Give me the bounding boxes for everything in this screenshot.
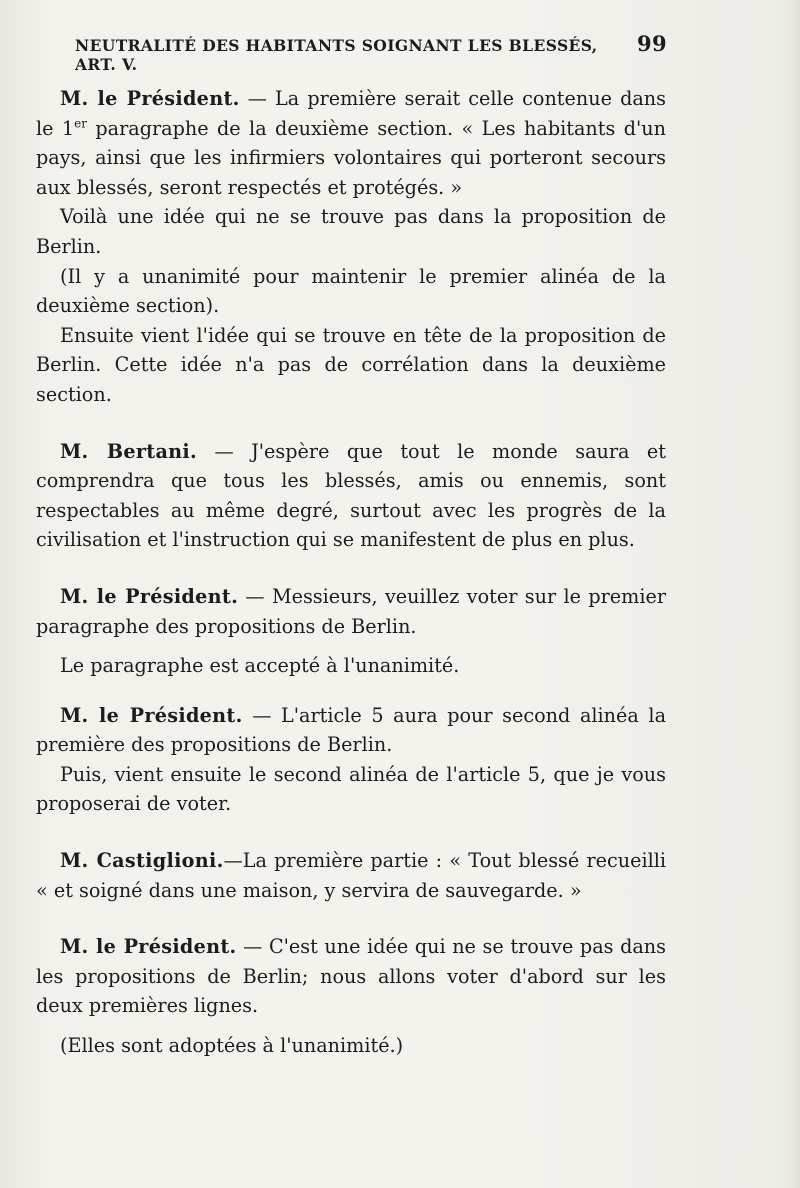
spacer xyxy=(36,691,666,701)
dash-separator: — xyxy=(238,584,272,608)
speaker-name: M. Bertani. xyxy=(60,439,197,463)
dash-separator: — xyxy=(197,439,252,463)
paragraph-text: J'espère que tout le monde saura et comprendra que tous les blessés, amis ou ennemis, sont respectables au même degré, surtout avec les progrès de la civilisation et l'instruction qui se manifestent de plus en plus. xyxy=(36,439,666,552)
dash-separator: — xyxy=(242,703,282,727)
paragraph: Puis, vient ensuite le second alinéa de l'article 5, que je vous proposerai de voter. xyxy=(36,762,666,816)
paragraph xyxy=(36,84,666,202)
paragraph-text: La première partie : « Tout blessé recueilli « et soigné dans une maison, y servira de sauvegarde. » xyxy=(36,849,666,902)
spacer xyxy=(36,905,666,932)
spacer xyxy=(36,1021,666,1031)
spacer xyxy=(36,555,666,582)
paragraph: (Elles sont adoptées à l'unanimité.) xyxy=(60,1034,404,1058)
spacer xyxy=(36,641,666,651)
speaker-name: M. le Président. xyxy=(60,703,243,727)
page-body xyxy=(36,84,666,1061)
spacer xyxy=(36,410,666,437)
paragraph-text: L'article 5 aura pour second alinéa la première des propositions de Berlin. xyxy=(36,703,667,757)
paragraph-text: Messieurs, veuillez voter sur le premier paragraphe des propositions de Berlin. xyxy=(36,584,666,638)
page-spine-shadow xyxy=(786,0,800,1188)
dash-separator: — xyxy=(239,87,276,110)
paragraph: Voilà une idée qui ne se trouve pas dans la proposition de Berlin. xyxy=(36,205,666,258)
paragraph-text: paragraphe de la deuxième section. « Les habitants d'un pays, ainsi que les infirmiers volontaires qui porteront secours aux blessés, seront respectés et protégés. » xyxy=(36,116,666,199)
speaker-name: M. Castiglioni. xyxy=(60,849,224,873)
dash-separator: — xyxy=(236,935,269,959)
spacer xyxy=(36,819,666,846)
paragraph-text: La première serait celle contenue dans le xyxy=(36,87,667,140)
paragraph xyxy=(36,701,666,760)
paragraph xyxy=(36,932,666,1021)
running-header xyxy=(75,31,667,74)
running-title: NEUTRALITÉ DES HABITANTS SOIGNANT LES BLESSÉS, ART. V. xyxy=(75,36,598,74)
page-number: 99 xyxy=(636,31,667,56)
speaker-name: M. le Président. xyxy=(60,935,237,959)
paragraph xyxy=(36,846,666,905)
paragraph: (Il y a unanimité pour maintenir le premier alinéa de la deuxième section). xyxy=(36,264,666,318)
spacer xyxy=(36,681,666,691)
speaker-name: M. le Président. xyxy=(60,87,240,110)
ordinal-number: 1 xyxy=(61,116,75,140)
paragraph xyxy=(36,582,666,641)
ordinal-suffix: er xyxy=(74,116,87,131)
speaker-name: M. le Président. xyxy=(60,584,239,608)
paragraph xyxy=(36,437,666,555)
dash-separator: — xyxy=(223,849,243,873)
paragraph-text: C'est une idée qui ne se trouve pas dans les propositions de Berlin; nous allons voter d'abord sur les deux premières lignes. xyxy=(36,935,667,1018)
paragraph: Ensuite vient l'idée qui se trouve en tête de la proposition de Berlin. Cette idée n'a pas de corrélation dans la deuxième section. xyxy=(36,323,666,406)
paragraph: Le paragraphe est accepté à l'unanimité. xyxy=(60,654,460,678)
